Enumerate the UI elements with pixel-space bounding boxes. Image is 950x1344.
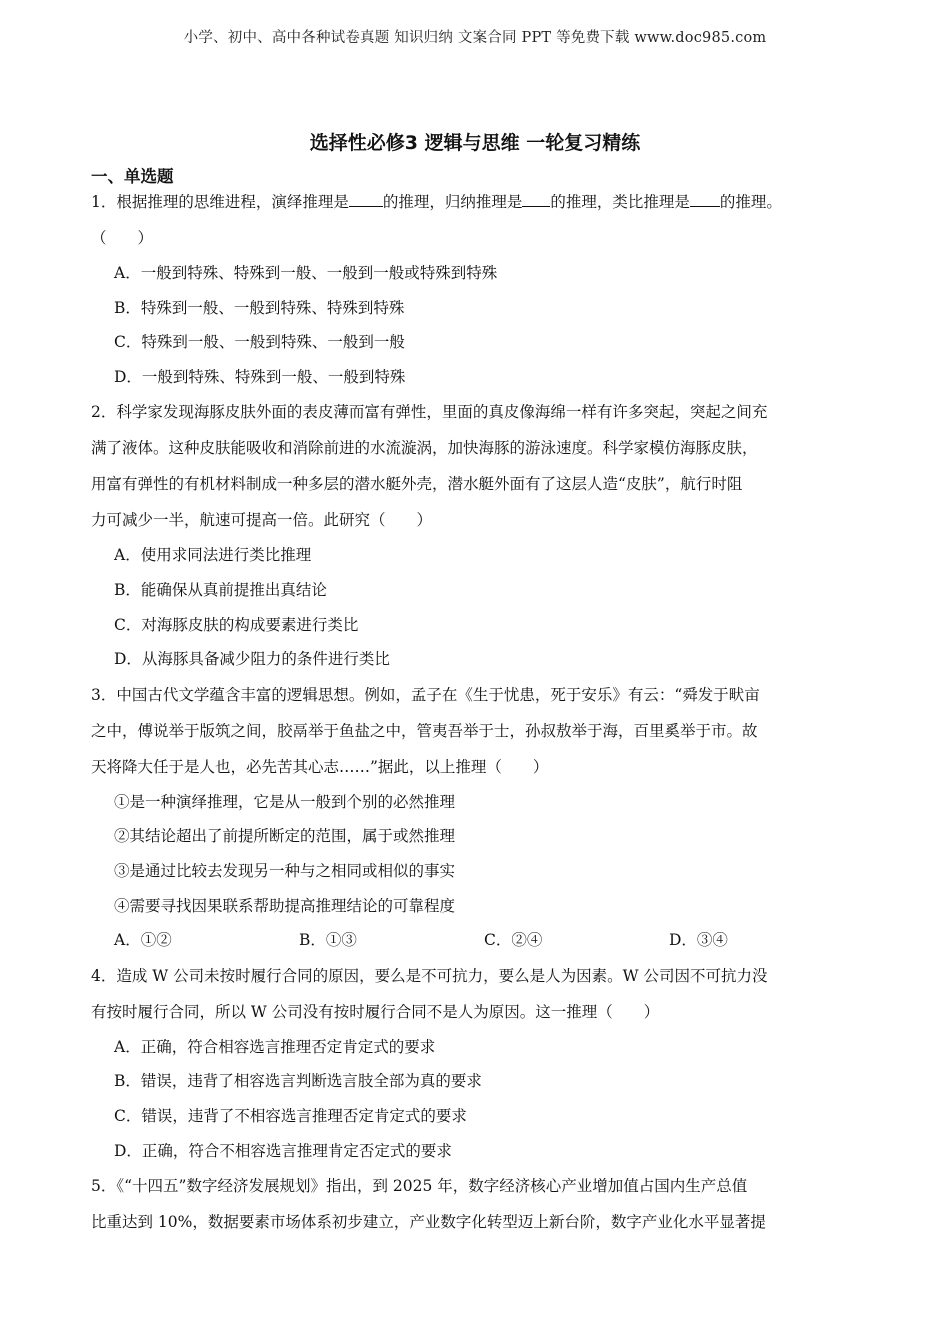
question-1-stem xyxy=(91,184,861,220)
question-4-line-2: 有按时履行合同，所以 W 公司没有按时履行合同不是人为原因。这一推理（ ） xyxy=(91,1002,660,1021)
question-1-option-a: A．一般到特殊、特殊到一般、一般到一般或特殊到特殊 xyxy=(114,264,498,282)
question-3-line-2: 之中，傅说举于版筑之间，胶鬲举于鱼盐之中，管夷吾举于士，孙叔敖举于海，百里奚举于市。故 xyxy=(91,721,758,740)
question-3-statement-3: ③是通过比较去发现另一种与之相同或相似的事实 xyxy=(114,861,456,880)
question-1-option-d: D．一般到特殊、特殊到一般、一般到特殊 xyxy=(114,367,406,386)
question-4-option-d: D．正确，符合不相容选言推理肯定否定式的要求 xyxy=(114,1141,452,1160)
question-4-line-1: 4．造成 W 公司未按时履行合同的原因，要么是不可抗力，要么是人为因素。W 公司因不可抗力没 xyxy=(91,966,768,985)
question-5 xyxy=(91,1168,861,1240)
question-4-option-a: A．正确，符合相容选言推理否定肯定式的要求 xyxy=(114,1037,436,1056)
question-2-option-a: A．使用求同法进行类比推理 xyxy=(114,546,312,565)
question-4 xyxy=(91,958,861,1168)
question-2-line-1: 2．科学家发现海豚皮肤外面的表皮薄而富有弹性，里面的真皮像海绵一样有许多突起，突起之间充 xyxy=(91,403,768,422)
question-2-line-4: 力可减少一半，航速可提高一倍。此研究（ ） xyxy=(91,511,433,530)
question-2-option-d: D．从海豚具备减少阻力的条件进行类比 xyxy=(114,650,390,669)
question-3-statement-2: ②其结论超出了前提所断定的范围，属于或然推理 xyxy=(114,827,456,846)
question-3-statement-1: ①是一种演绎推理，它是从一般到个别的必然推理 xyxy=(114,792,456,811)
question-1-option-c: C．特殊到一般、一般到特殊、一般到一般 xyxy=(114,333,405,352)
question-3-statement-4: ④需要寻找因果联系帮助提高推理结论的可靠程度 xyxy=(114,896,456,915)
question-1-text-1: 1．根据推理的思维进程，演绎推理是 xyxy=(91,193,349,211)
question-1-paren: （ ） xyxy=(91,229,154,247)
question-list xyxy=(91,184,861,1240)
question-1-text-4: 的推理。 xyxy=(719,193,782,211)
answer-blank-2 xyxy=(522,192,550,207)
question-3-line-1: 3．中国古代文学蕴含丰富的逻辑思想。例如，孟子在《生于忧患，死于安乐》有云：“舜发于畎亩 xyxy=(91,685,760,704)
question-1-option-b: B．特殊到一般、一般到特殊、特殊到特殊 xyxy=(114,298,405,317)
question-2-option-c: C．对海豚皮肤的构成要素进行类比 xyxy=(114,615,359,634)
question-3-option-c: C．②④ xyxy=(484,931,543,950)
question-2 xyxy=(91,394,861,676)
question-4-option-c: C．错误，违背了不相容选言推理否定肯定式的要求 xyxy=(114,1106,467,1125)
question-3-option-a: A．①② xyxy=(114,931,172,950)
question-1 xyxy=(91,184,861,394)
question-1-text-2: 的推理，归纳推理是 xyxy=(382,193,523,211)
section-heading: 一、单选题 xyxy=(91,167,174,186)
question-3-option-b: B．①③ xyxy=(299,931,357,950)
question-1-text-3: 的推理，类比推理是 xyxy=(550,193,690,211)
question-3-line-3: 天将降大任于是人也，必先苦其心志……”据此，以上推理（ ） xyxy=(91,757,549,776)
question-2-option-b: B．能确保从真前提推出真结论 xyxy=(114,580,327,599)
answer-blank-1 xyxy=(349,192,383,207)
question-5-line-1: 5．《“十四五”数字经济发展规划》指出，到 2025 年，数字经济核心产业增加值占国内生产总值 xyxy=(91,1177,748,1196)
question-4-option-b: B．错误，违背了相容选言判断选言肢全部为真的要求 xyxy=(114,1072,482,1091)
answer-blank-3 xyxy=(690,192,720,207)
question-3 xyxy=(91,677,861,958)
page-header: 小学、初中、高中各种试卷真题 知识归纳 文案合同 PPT 等免费下载 www.doc985.com xyxy=(183,30,767,46)
question-3-options xyxy=(91,923,861,958)
question-2-line-3: 用富有弹性的有机材料制成一种多层的潜水艇外壳，潜水艇外面有了这层人造“皮肤”，航行时阻 xyxy=(91,475,743,494)
question-3-option-d: D．③④ xyxy=(669,931,728,950)
question-5-line-2: 比重达到 10%，数据要素市场体系初步建立，产业数字化转型迈上新台阶，数字产业化水平显著提 xyxy=(91,1213,766,1232)
question-2-line-2: 满了液体。这种皮肤能吸收和消除前进的水流漩涡，加快海豚的游泳速度。科学家模仿海豚皮肤， xyxy=(91,439,758,458)
document-title: 选择性必修3 逻辑与思维 一轮复习精练 xyxy=(309,132,641,154)
